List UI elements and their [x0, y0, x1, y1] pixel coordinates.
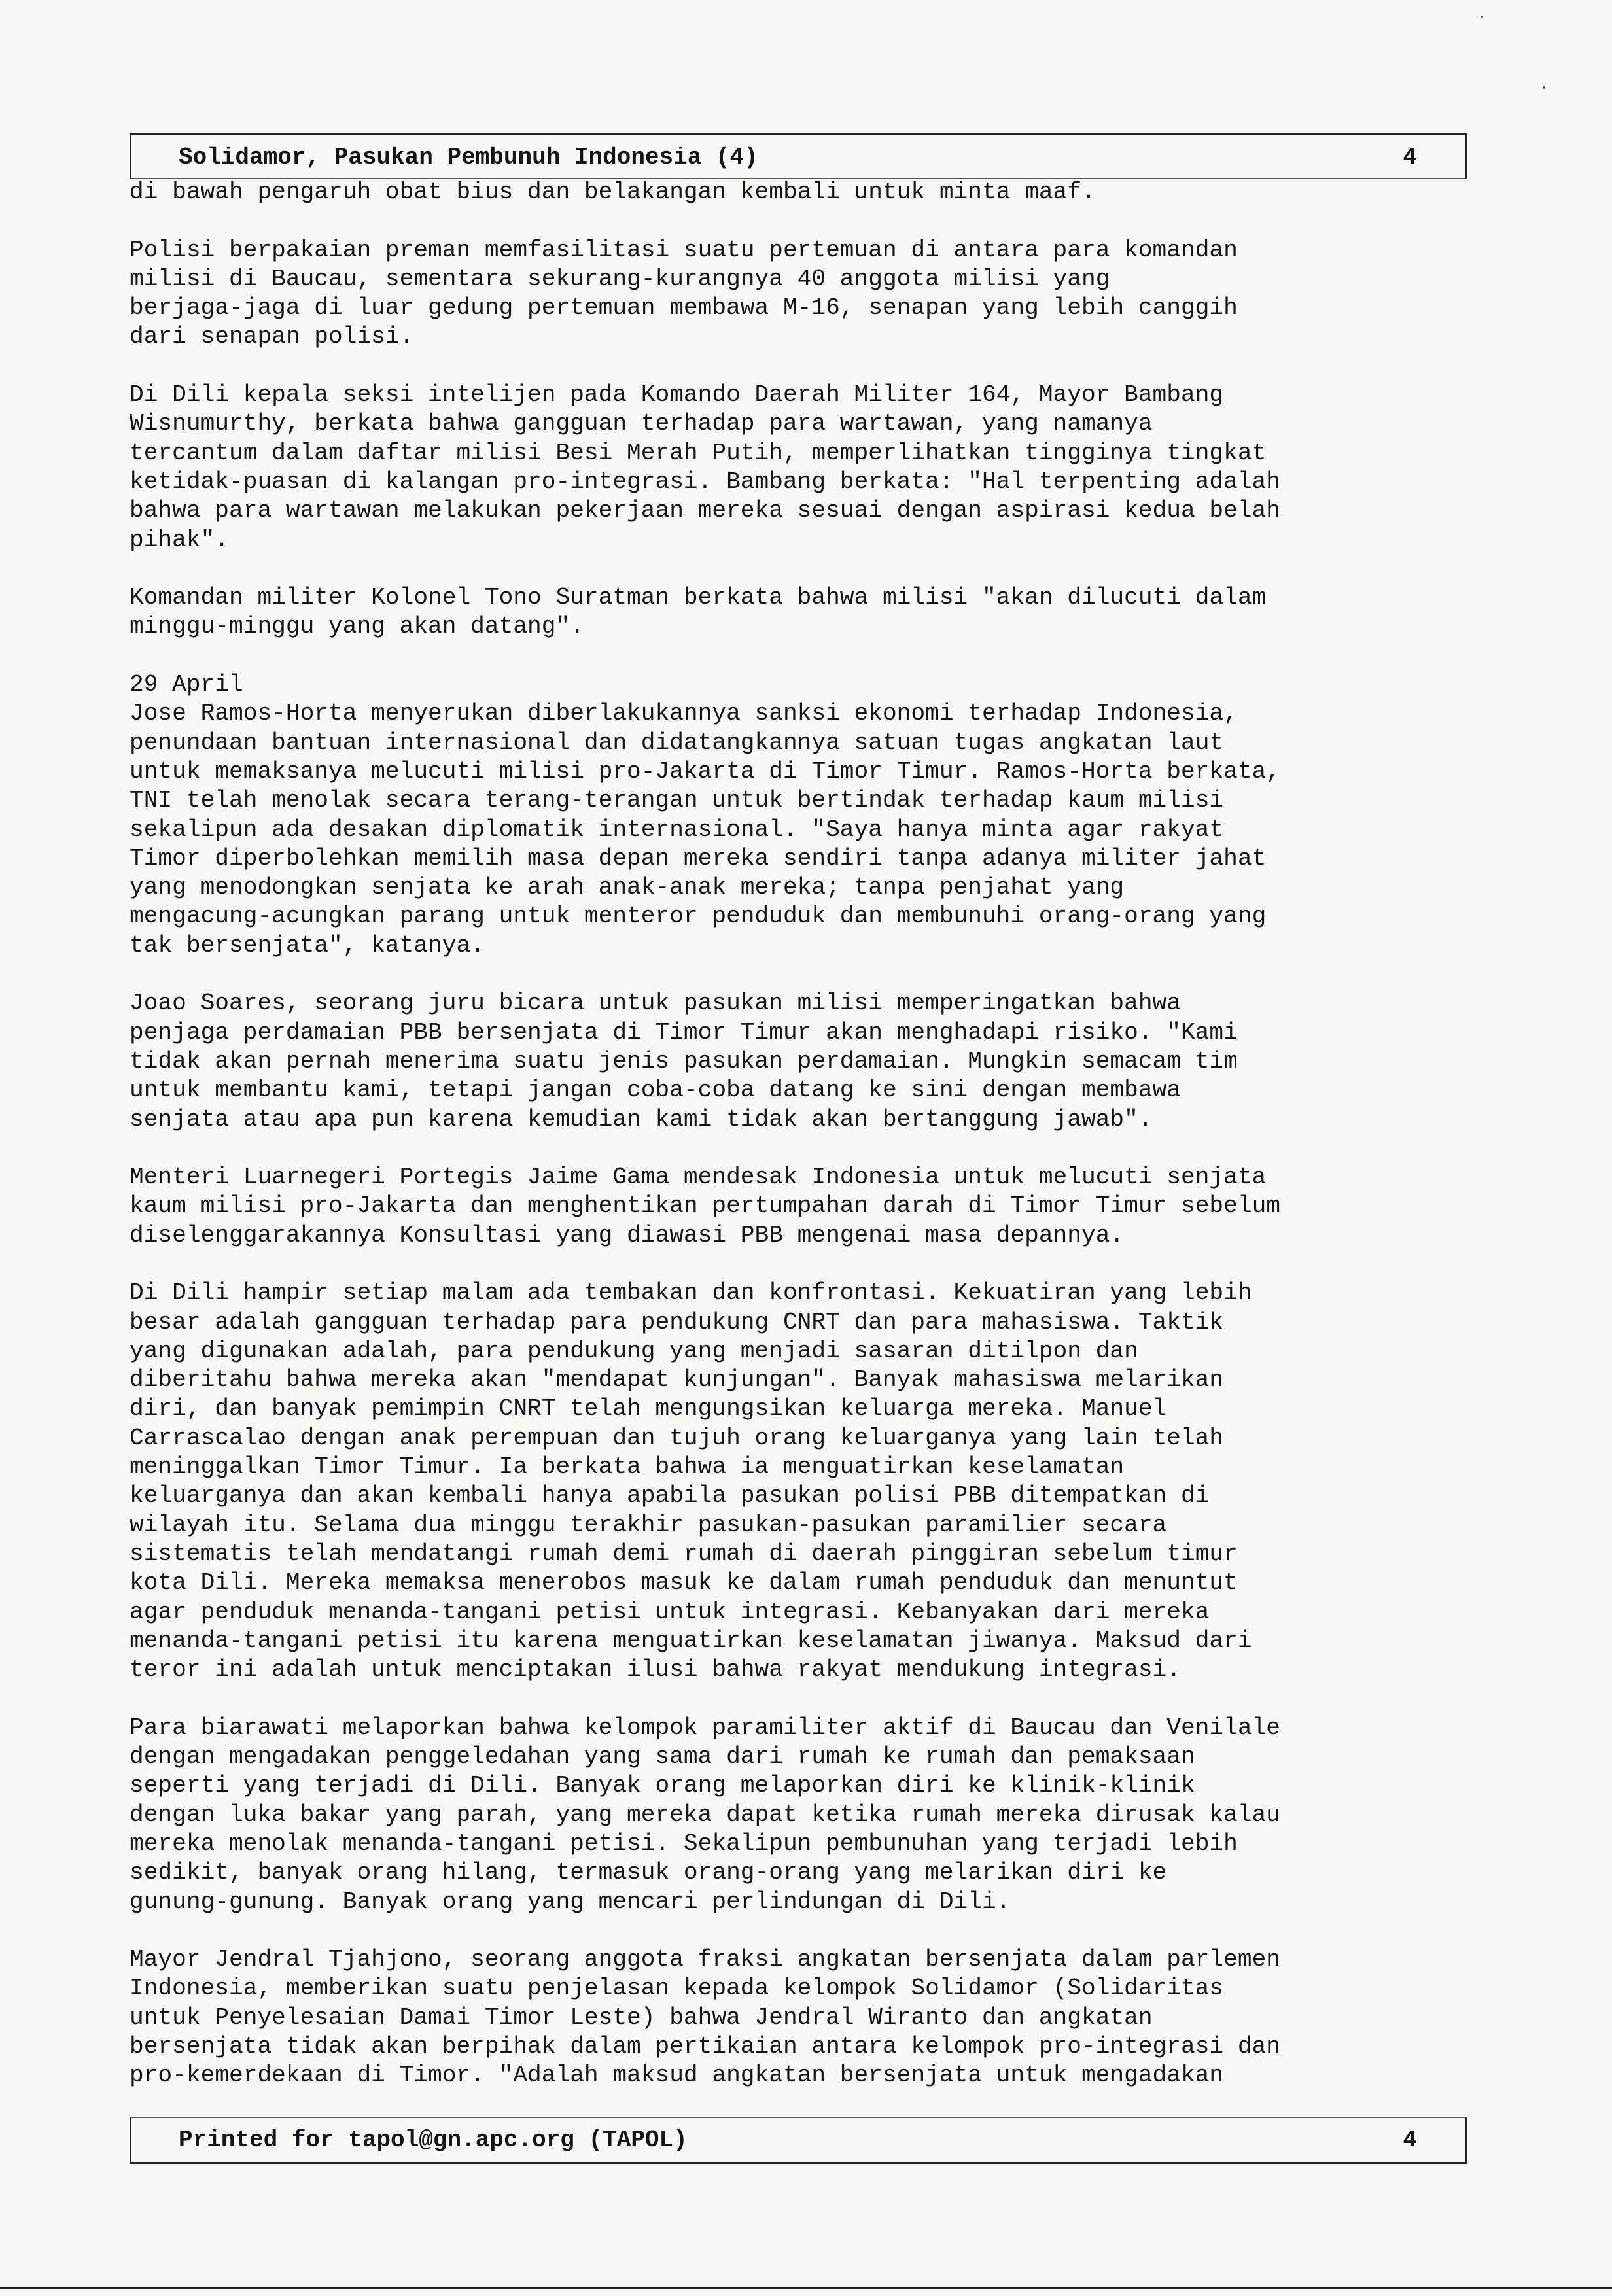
text-line: TNI telah menolak secara terang-terangan untuk bertindak terhadap kaum milisi: [130, 787, 1224, 814]
text-line: Timor diperbolehkan memilih masa depan mereka sendiri tanpa adanya militer jahat: [130, 844, 1267, 872]
paragraph: [130, 1945, 1471, 2090]
text-line: pihak".: [130, 526, 230, 553]
text-line: teror ini adalah untuk menciptakan ilusi bahwa rakyat mendukung integrasi.: [130, 1656, 1181, 1684]
text-line: di bawah pengaruh obat bius dan belakangan kembali untuk minta maaf.: [130, 179, 1096, 205]
text-line: gunung-gunung. Banyak orang yang mencari perlindungan di Dili.: [130, 1888, 1011, 1915]
footer-printed-for: Printed for tapol@gn.apc.org (TAPOL): [179, 2127, 688, 2153]
page-footer: [130, 2117, 1467, 2164]
text-line: mereka menolak menanda-tangani petisi. Sekalipun pembunuhan yang terjadi lebih: [130, 1830, 1238, 1857]
text-line: wilayah itu. Selama dua minggu terakhir pasukan-pasukan paramilier secara: [130, 1511, 1167, 1539]
scan-speck: [1481, 16, 1483, 18]
text-line: dengan mengadakan penggeledahan yang sama dari rumah ke rumah dan pemaksaan: [130, 1743, 1195, 1771]
text-line: Para biarawati melaporkan bahwa kelompok paramiliter aktif di Baucau dan Venilale: [130, 1714, 1280, 1741]
text-line: diberitahu bahwa mereka akan "mendapat kunjungan". Banyak mahasiswa melarikan: [130, 1366, 1224, 1394]
text-line: Menteri Luarnegeri Portegis Jaime Gama mendesak Indonesia untuk melucuti senjata: [130, 1164, 1267, 1191]
text-line: Joao Soares, seorang juru bicara untuk pasukan milisi memperingatkan bahwa: [130, 990, 1181, 1017]
paragraph: [130, 381, 1471, 555]
text-line: tidak akan pernah menerima suatu jenis pasukan perdamaian. Mungkin semacam tim: [130, 1047, 1238, 1075]
header-title: Solidamor, Pasukan Pembunuh Indonesia (4): [179, 144, 758, 171]
text-line: pro-kemerdekaan di Timor. "Adalah maksud angkatan bersenjata untuk mengadakan: [130, 2062, 1224, 2089]
text-line: yang menodongkan senjata ke arah anak-anak mereka; tanpa penjahat yang: [130, 874, 1125, 901]
bottom-scan-edge: [0, 2287, 1612, 2289]
text-line: sistematis telah mendatangi rumah demi rumah di daerah pinggiran sebelum timur: [130, 1540, 1238, 1567]
text-line: ketidak-puasan di kalangan pro-integrasi. Bambang berkata: "Hal terpenting adalah: [130, 468, 1280, 495]
text-line: Mayor Jendral Tjahjono, seorang anggota fraksi angkatan bersenjata dalam parlemen: [130, 1946, 1280, 1974]
header-page-number: 4: [1403, 144, 1417, 171]
text-line: minggu-minggu yang akan datang".: [130, 613, 584, 640]
text-line: kaum milisi pro-Jakarta dan menghentikan pertumpahan darah di Timor Timur sebelum: [130, 1192, 1280, 1220]
text-line: Di Dili hampir setiap malam ada tembakan dan konfrontasi. Kekuatiran yang lebih: [130, 1279, 1252, 1307]
text-line: dengan luka bakar yang parah, yang mereka dapat ketika rumah mereka dirusak kalau: [130, 1801, 1280, 1828]
text-line: Indonesia, memberikan suatu penjelasan kepada kelompok Solidamor (Solidaritas: [130, 1975, 1224, 2002]
text-line: milisi di Baucau, sementara sekurang-kurangnya 40 anggota milisi yang: [130, 265, 1110, 292]
text-line: penjaga perdamaian PBB bersenjata di Timor Timur akan menghadapi risiko. "Kami: [130, 1018, 1238, 1046]
text-line: berjaga-jaga di luar gedung pertemuan membawa M-16, senapan yang lebih canggih: [130, 294, 1238, 322]
text-line: bahwa para wartawan melakukan pekerjaan mereka sesuai dengan aspirasi kedua belah: [130, 497, 1280, 525]
footer-page-number: 4: [1403, 2127, 1417, 2153]
text-line: 29 April: [130, 671, 243, 699]
text-line: diselenggarakannya Konsultasi yang diawasi PBB mengenai masa depannya.: [130, 1221, 1125, 1249]
text-line: besar adalah gangguan terhadap para pendukung CNRT dan para mahasiswa. Taktik: [130, 1308, 1224, 1336]
page-header: [130, 133, 1467, 179]
text-line: yang digunakan adalah, para pendukung yang menjadi sasaran ditilpon dan: [130, 1337, 1138, 1365]
paragraph: [130, 1714, 1471, 1917]
text-line: senjata atau apa pun karena kemudian kami tidak akan bertanggung jawab".: [130, 1105, 1153, 1133]
text-line: meninggalkan Timor Timur. Ia berkata bahwa ia menguatirkan keselamatan: [130, 1453, 1125, 1481]
text-line: menanda-tangani petisi itu karena menguatirkan keselamatan jiwanya. Maksud dari: [130, 1627, 1252, 1654]
document-body: [130, 178, 1471, 2119]
text-line: seperti yang terjadi di Dili. Banyak orang melaporkan diri ke klinik-klinik: [130, 1772, 1195, 1800]
text-line: bersenjata tidak akan berpihak dalam pertikaian antara kelompok pro-integrasi dan: [130, 2033, 1280, 2060]
paragraph: [130, 178, 1471, 207]
text-line: keluarganya dan akan kembali hanya apabila pasukan polisi PBB ditempatkan di: [130, 1482, 1210, 1510]
text-line: Jose Ramos-Horta menyerukan diberlakukannya sanksi ekonomi terhadap Indonesia,: [130, 700, 1238, 727]
paragraph: [130, 1279, 1471, 1684]
text-line: untuk membantu kami, tetapi jangan coba-coba datang ke sini dengan membawa: [130, 1077, 1181, 1104]
text-line: mengacung-acungkan parang untuk menteror penduduk dan membunuhi orang-orang yang: [130, 903, 1267, 930]
paragraph: [130, 670, 1471, 960]
text-line: kota Dili. Mereka memaksa menerobos masuk ke dalam rumah penduduk dan menuntut: [130, 1569, 1238, 1597]
text-line: agar penduduk menanda-tangani petisi untuk integrasi. Kebanyakan dari mereka: [130, 1598, 1210, 1626]
scan-speck: [1543, 86, 1545, 89]
text-line: Wisnumurthy, berkata bahwa gangguan terhadap para wartawan, yang namanya: [130, 410, 1153, 438]
paragraph: [130, 1163, 1471, 1250]
text-line: tak bersenjata", katanya.: [130, 931, 485, 959]
text-line: diri, dan banyak pemimpin CNRT telah mengungsikan keluarga mereka. Manuel: [130, 1395, 1167, 1423]
paragraph: [130, 989, 1471, 1134]
text-line: untuk Penyelesaian Damai Timor Leste) bahwa Jendral Wiranto dan angkatan: [130, 2004, 1153, 2031]
text-line: tercantum dalam daftar milisi Besi Merah Putih, memperlihatkan tingginya tingkat: [130, 439, 1267, 466]
text-line: Carrascalao dengan anak perempuan dan tujuh orang keluarganya yang lain telah: [130, 1424, 1224, 1452]
text-line: untuk memaksanya melucuti milisi pro-Jakarta di Timor Timur. Ramos-Horta berkata,: [130, 757, 1280, 785]
paragraph: [130, 236, 1471, 352]
text-line: sekalipun ada desakan diplomatik internasional. "Saya hanya minta agar rakyat: [130, 816, 1224, 843]
text-line: sedikit, banyak orang hilang, termasuk orang-orang yang melarikan diri ke: [130, 1859, 1167, 1887]
paragraph: [130, 583, 1471, 642]
text-line: Polisi berpakaian preman memfasilitasi suatu pertemuan di antara para komandan: [130, 236, 1238, 264]
text-line: Di Dili kepala seksi intelijen pada Komando Daerah Militer 164, Mayor Bambang: [130, 381, 1224, 409]
text-line: dari senapan polisi.: [130, 323, 414, 351]
text-line: penundaan bantuan internasional dan didatangkannya satuan tugas angkatan laut: [130, 729, 1224, 756]
text-line: Komandan militer Kolonel Tono Suratman berkata bahwa milisi "akan dilucuti dalam: [130, 584, 1267, 612]
